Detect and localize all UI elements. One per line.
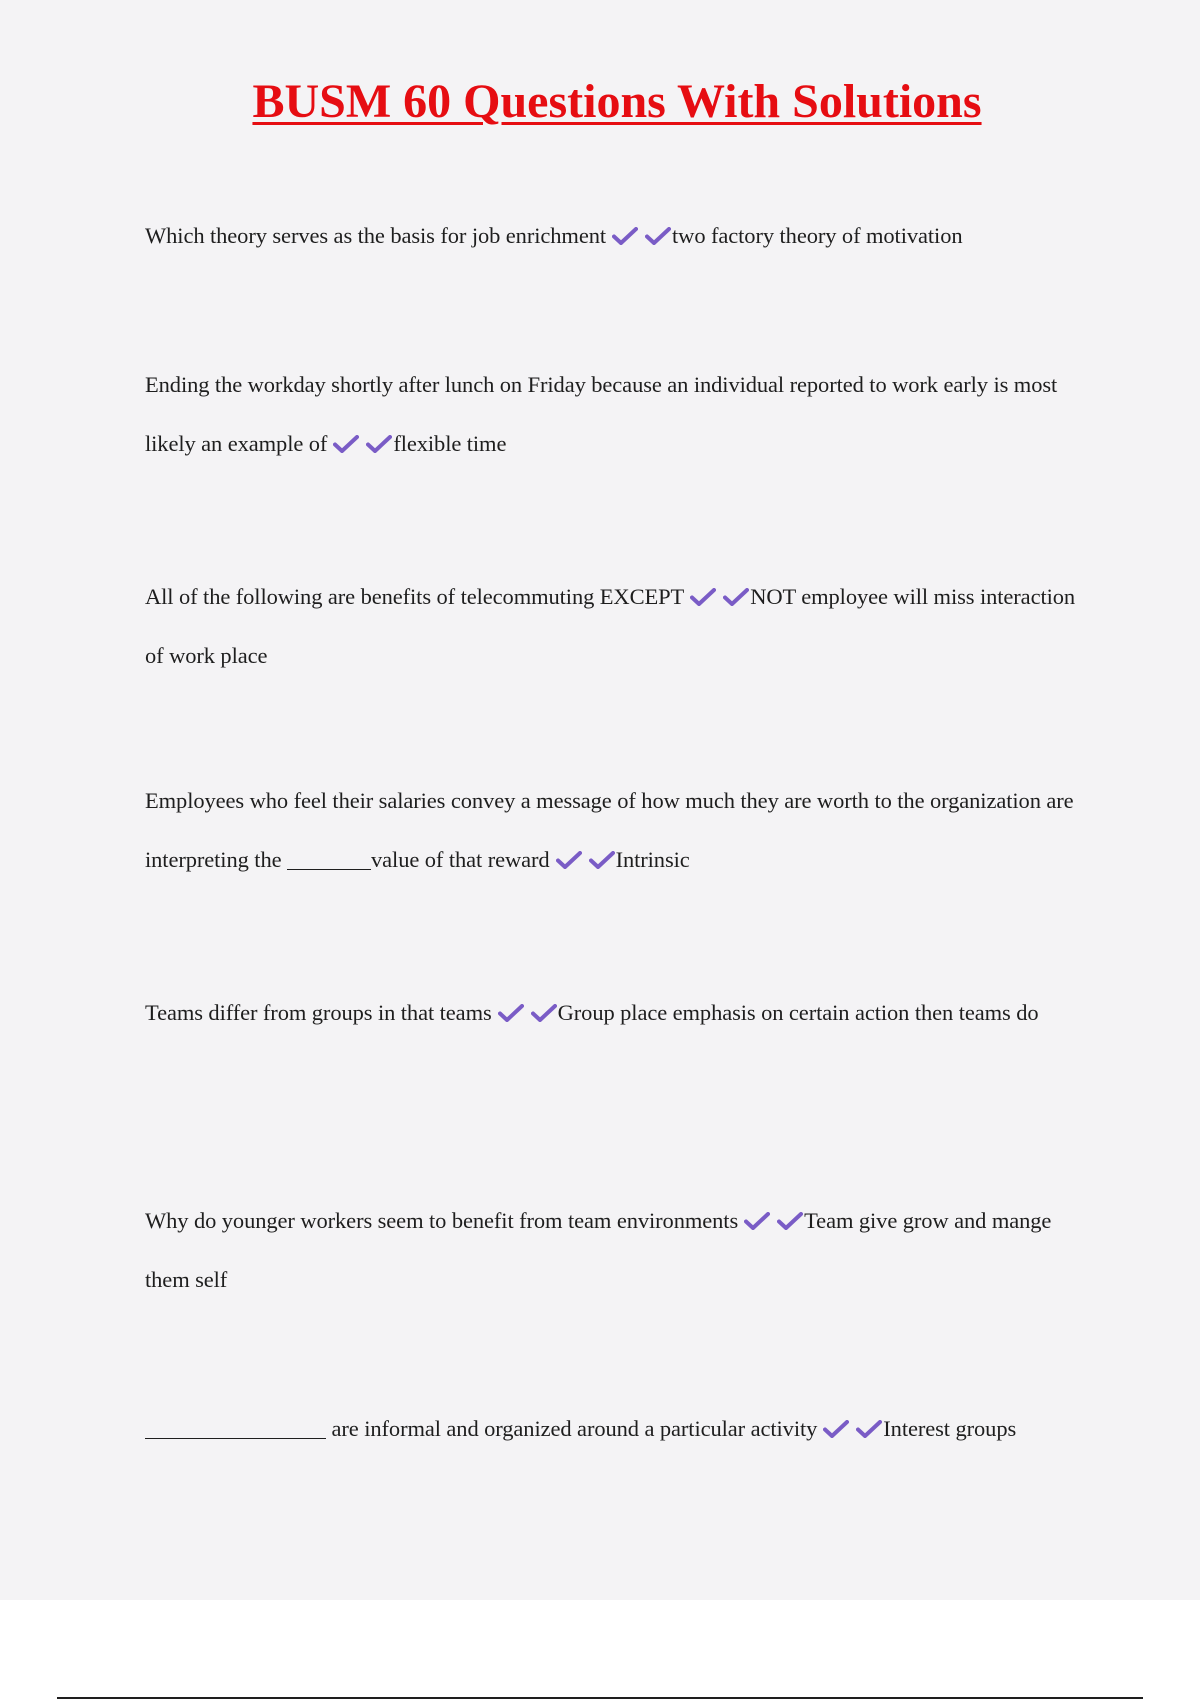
question-text: Teams differ from groups in that teams <box>145 1000 492 1025</box>
checkmark-icon <box>333 435 359 453</box>
answer-text: flexible time <box>393 431 507 456</box>
answer-marker <box>333 414 392 473</box>
checkmark-icon <box>856 1420 882 1438</box>
checkmark-icon <box>531 1004 557 1022</box>
question-text: Which theory serves as the basis for job enrichment <box>145 223 607 248</box>
question-text-after-blank: are informal and organized around a particular activity <box>331 1416 818 1441</box>
answer-text: Intrinsic <box>615 847 690 872</box>
answer-text: Group place emphasis on certain action then teams do <box>557 1000 1039 1025</box>
qa-item-3 <box>145 567 1090 685</box>
checkmark-icon <box>498 1004 524 1022</box>
question-text-after-blank: value of that reward <box>371 847 550 872</box>
checkmark-icon <box>366 435 392 453</box>
answer-marker <box>823 1399 882 1458</box>
footer-divider <box>57 1697 1143 1699</box>
answer-text: Interest groups <box>883 1416 1017 1441</box>
qa-item-6 <box>145 1191 1090 1309</box>
checkmark-icon <box>690 588 716 606</box>
answer-marker <box>690 567 749 626</box>
answer-text: Team give grow and mange them self <box>145 1208 1052 1292</box>
question-text: Ending the workday shortly after lunch on Friday because an individual reported to work early is most likely an example of <box>145 372 1058 456</box>
checkmark-icon <box>645 227 671 245</box>
answer-text: NOT employee will miss interaction of work place <box>145 584 1076 668</box>
checkmark-icon <box>777 1212 803 1230</box>
qa-item-4 <box>145 771 1090 889</box>
document-title: BUSM 60 Questions With Solutions <box>252 75 982 128</box>
checkmark-icon <box>612 227 638 245</box>
qa-item-7 <box>145 1399 1090 1458</box>
question-text-before-blank: Employees who feel their salaries convey a message of how much they are worth to the organization are interpreting the <box>145 788 1074 872</box>
question-text: All of the following are benefits of telecommuting EXCEPT <box>145 584 685 609</box>
checkmark-icon <box>589 851 615 869</box>
qa-item-5 <box>145 983 1090 1042</box>
checkmark-icon <box>744 1212 770 1230</box>
answer-marker <box>744 1191 803 1250</box>
answer-marker <box>612 206 671 265</box>
checkmark-icon <box>723 588 749 606</box>
fill-in-blank <box>145 1418 326 1439</box>
answer-marker <box>556 830 615 889</box>
question-text: Why do younger workers seem to benefit from team environments <box>145 1208 739 1233</box>
answer-text: two factory theory of motivation <box>672 223 963 248</box>
qa-item-1 <box>145 206 1090 265</box>
fill-in-blank <box>287 849 371 870</box>
qa-item-2 <box>145 355 1090 473</box>
checkmark-icon <box>823 1420 849 1438</box>
checkmark-icon <box>556 851 582 869</box>
answer-marker <box>498 983 557 1042</box>
